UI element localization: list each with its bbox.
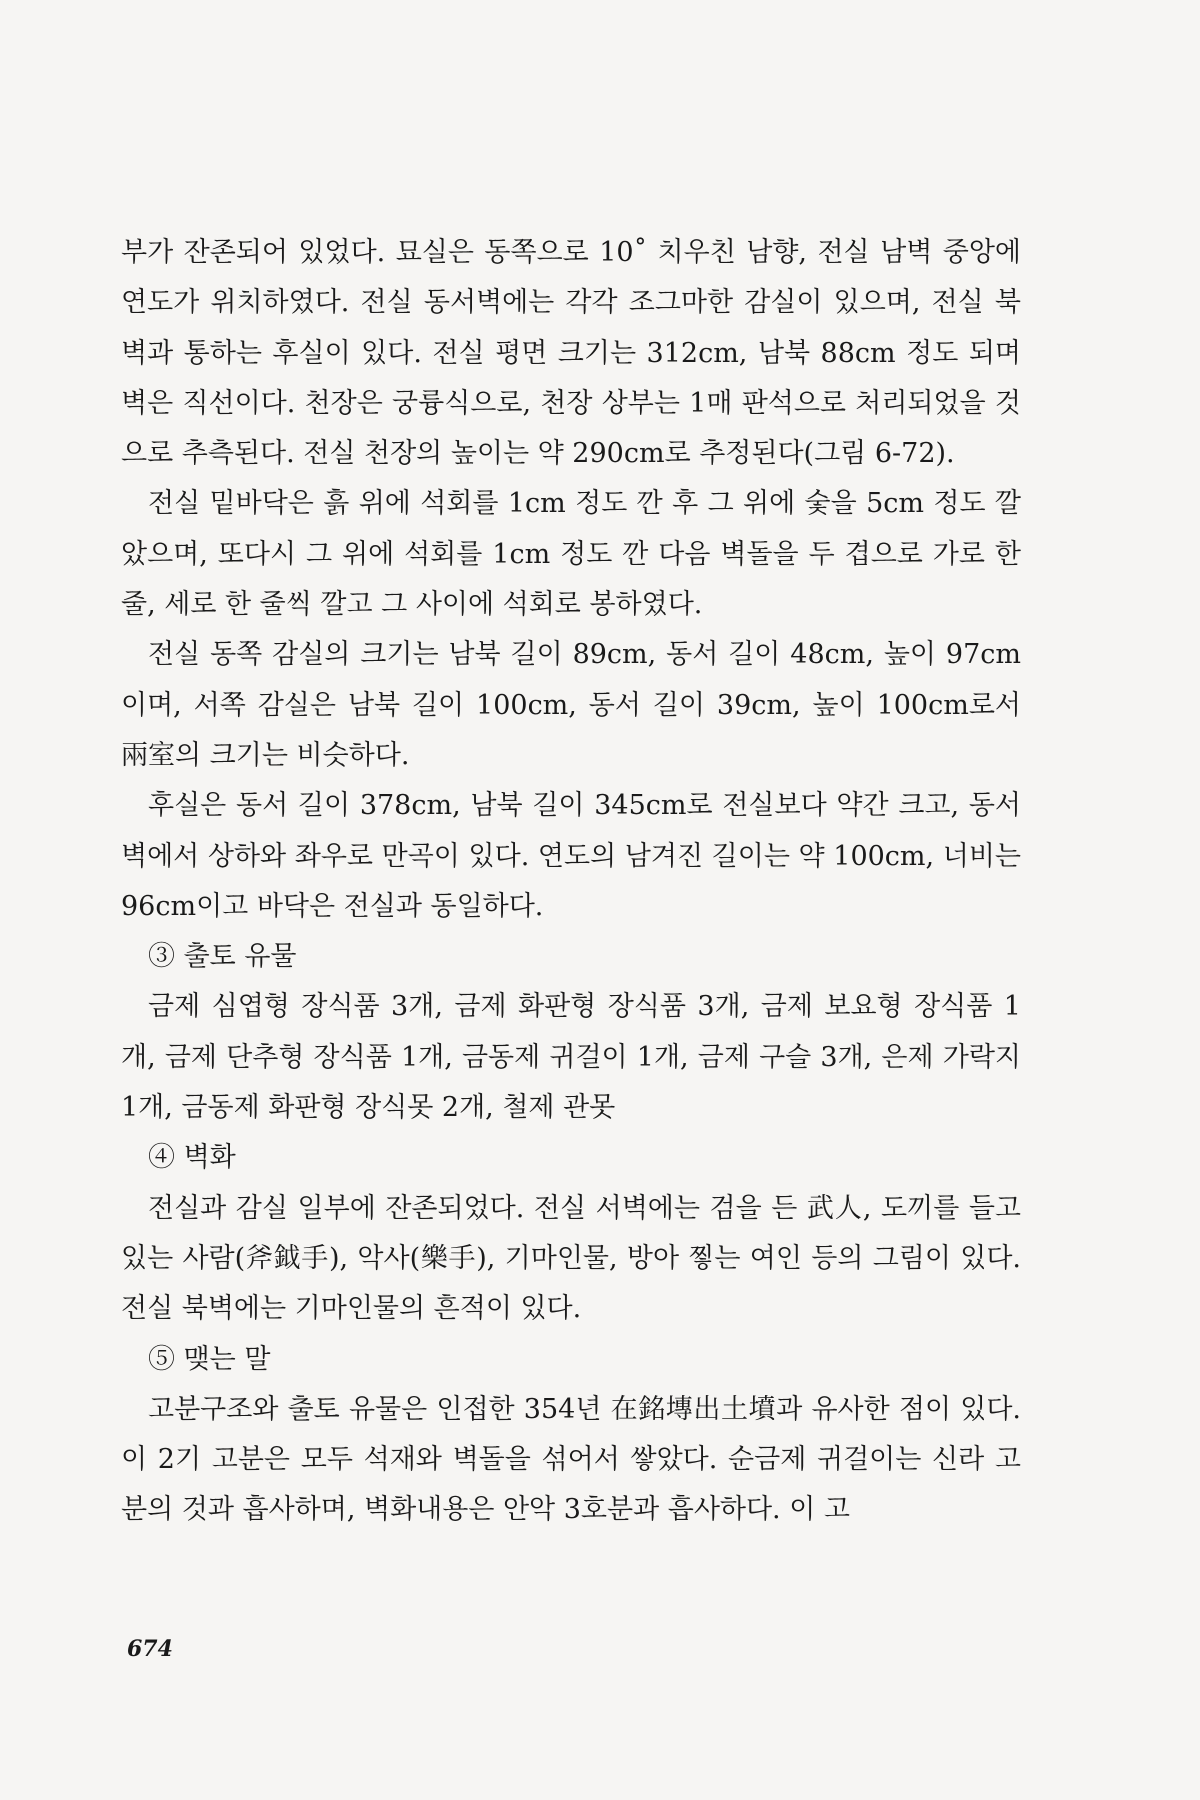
- page-number: 674: [127, 1636, 173, 1662]
- paragraph-conclusion: 고분구조와 출토 유물은 인접한 354년 在銘塼出土墳과 유사한 점이 있다. 이 2기 고분은 모두 석재와 벽돌을 섞어서 쌓았다. 순금제 귀걸이는 신라 고분의 것과 흡사하며, 벽화내용은 안악 3호분과 흡사하다. 이 고: [121, 1393, 1021, 1526]
- body-text: [121, 228, 1021, 1536]
- paragraph-floor: 전실 밑바닥은 흙 위에 석회를 1cm 정도 깐 후 그 위에 숯을 5cm 정도 깔았으며, 또다시 그 위에 석회를 1cm 정도 깐 다음 벽돌을 두 겹으로 가로 한 줄, 세로 한 줄씩 깔고 그 사이에 석회로 봉하였다.: [121, 488, 1021, 621]
- paragraph-tomb-structure: 부가 잔존되어 있었다. 묘실은 동쪽으로 10˚ 치우친 남향, 전실 남벽 중앙에 연도가 위치하였다. 전실 동서벽에는 각각 조그마한 감실이 있으며, 전실 북벽과 통하는 후실이 있다. 전실 평면 크기는 312cm, 남북 88cm 정도 되며 벽은 직선이다. 천장은 궁륭식으로, 천장 상부는 1매 판석으로 처리되었을 것으로 추측된다. 전실 천장의 높이는 약 290cm로 추정된다(그림 6-72).: [121, 237, 1021, 470]
- section-heading-conclusion: ⑤ 맺는 말: [148, 1343, 271, 1375]
- section-heading-artifacts: ③ 출토 유물: [148, 941, 297, 973]
- paragraph-artifacts: 금제 심엽형 장식품 3개, 금제 화판형 장식품 3개, 금제 보요형 장식품 1개, 금제 단추형 장식품 1개, 금동제 귀걸이 1개, 금제 구슬 3개, 은제 가락지 1개, 금동제 화판형 장식못 2개, 철제 관못: [121, 991, 1021, 1124]
- paragraph-murals: 전실과 감실 일부에 잔존되었다. 전실 서벽에는 검을 든 武人, 도끼를 들고 있는 사람(斧鉞手), 악사(樂手), 기마인물, 방아 찧는 여인 등의 그림이 있다. 전실 북벽에는 기마인물의 흔적이 있다.: [121, 1192, 1021, 1325]
- section-heading-murals: ④ 벽화: [148, 1142, 236, 1174]
- paragraph-niches: 전실 동쪽 감실의 크기는 남북 길이 89cm, 동서 길이 48cm, 높이 97cm이며, 서쪽 감실은 남북 길이 100cm, 동서 길이 39cm, 높이 100cm로서 兩室의 크기는 비슷하다.: [121, 639, 1021, 771]
- paragraph-rear-chamber: 후실은 동서 길이 378cm, 남북 길이 345cm로 전실보다 약간 크고, 동서벽에서 상하와 좌우로 만곡이 있다. 연도의 남겨진 길이는 약 100cm, 너비는 96cm이고 바닥은 전실과 동일하다.: [121, 790, 1021, 922]
